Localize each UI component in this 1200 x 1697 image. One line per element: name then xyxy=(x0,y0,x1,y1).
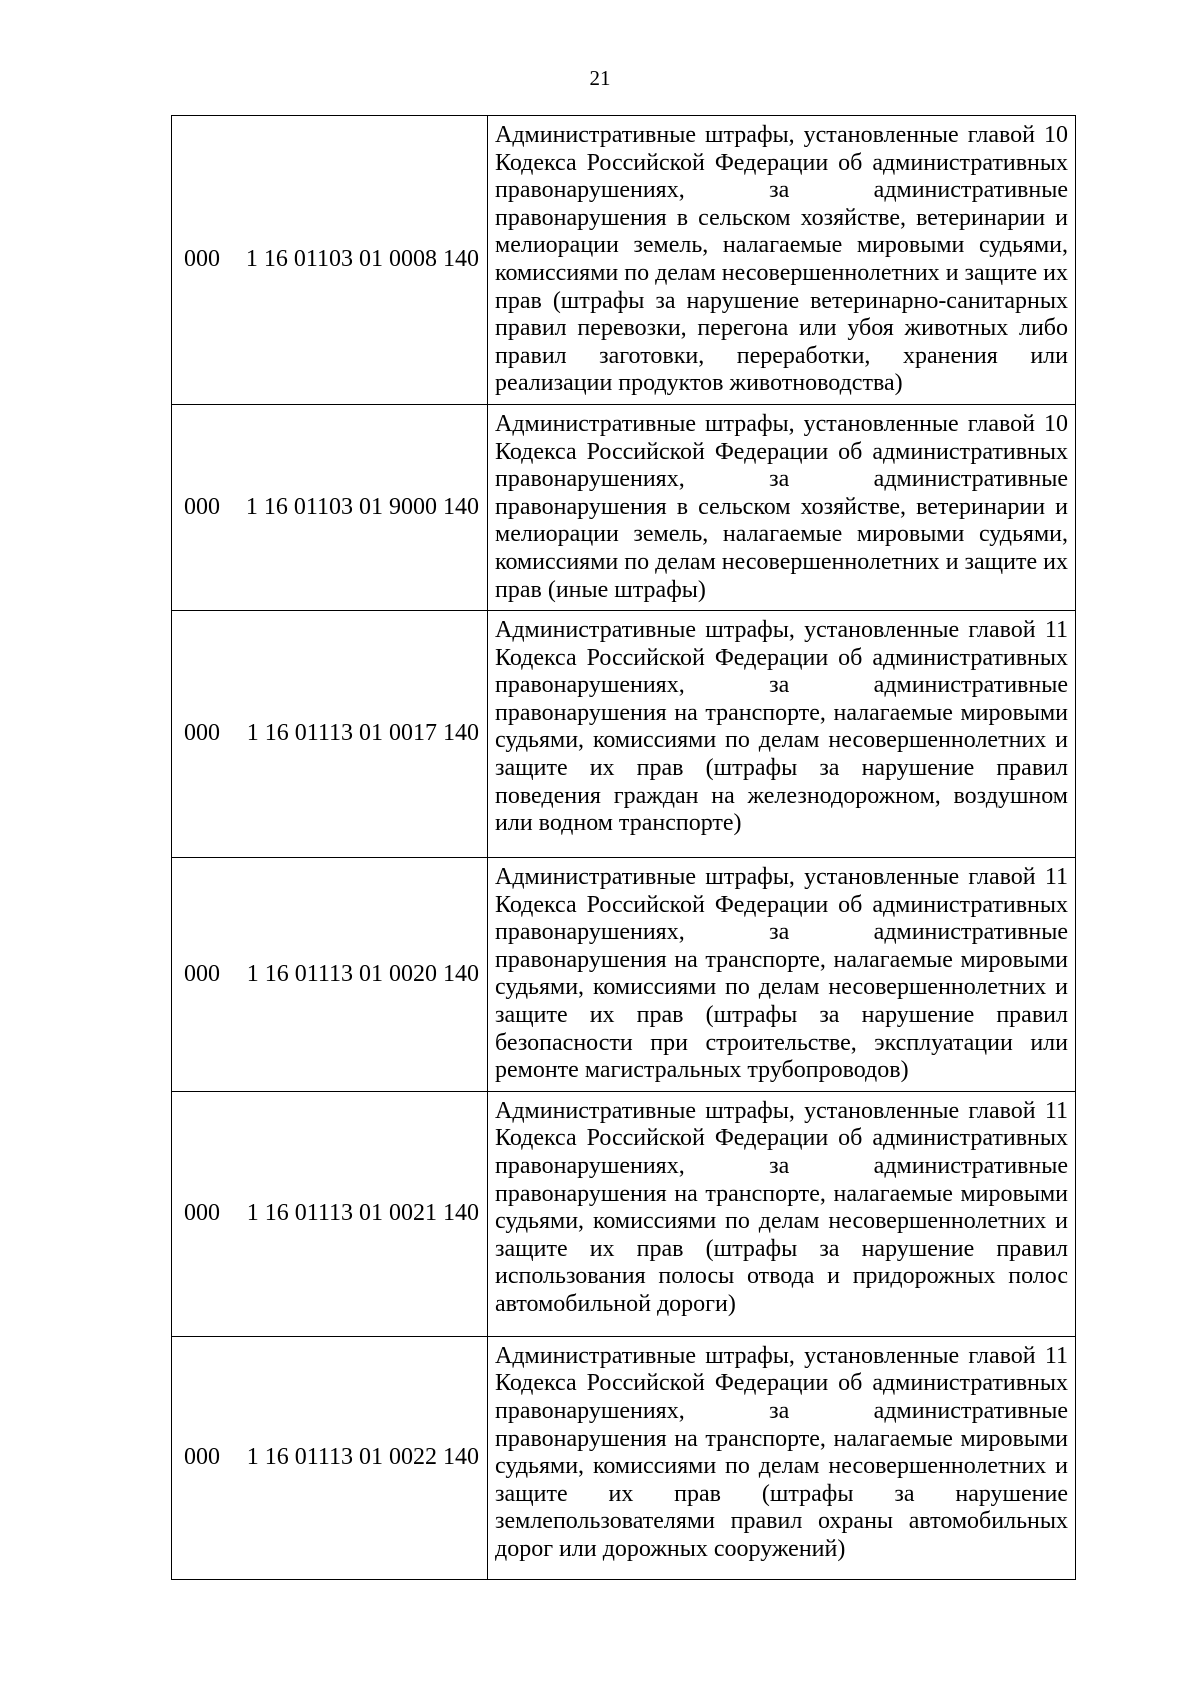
admin-code: 000 xyxy=(184,720,220,747)
admin-code: 000 xyxy=(184,960,220,987)
description-cell xyxy=(488,858,1076,1092)
description-text: Административные штрафы, установленные главой 10 Кодекса Российской Федерации об административных правонарушениях, за административные правонарушения в сельском хозяйстве, ветеринарии и мелиорации земель, налагаемые мировыми судьями, комиссиями по делам несовершеннолетних и защите их прав (иные штрафы) xyxy=(495,410,1068,603)
description-text: Административные штрафы, установленные главой 10 Кодекса Российской Федерации об административных правонарушениях, за административные правонарушения в сельском хозяйстве, ветеринарии и мелиорации земель, налагаемые мировыми судьями, комиссиями по делам несовершеннолетних и защите их прав (штрафы за нарушение ветеринарно-санитарных правил перевозки, перегона или убоя животных либо правил заготовки, переработки, хранения или реализации продуктов животноводства) xyxy=(495,122,1068,397)
code-cell xyxy=(172,1091,488,1336)
code-cell xyxy=(172,1336,488,1579)
description-cell xyxy=(488,1091,1076,1336)
description-cell xyxy=(488,611,1076,858)
table-row xyxy=(172,1091,1076,1336)
table-row xyxy=(172,404,1076,610)
code-cell xyxy=(172,858,488,1092)
admin-code: 000 xyxy=(184,246,220,273)
description-cell xyxy=(488,116,1076,405)
kbk-code: 1 16 01103 01 9000 140 xyxy=(245,493,479,520)
table-row xyxy=(172,1336,1076,1579)
kbk-table xyxy=(171,115,1076,1580)
kbk-code: 1 16 01103 01 0008 140 xyxy=(245,246,479,273)
kbk-code: 1 16 01113 01 0022 140 xyxy=(246,1444,479,1471)
description-text: Административные штрафы, установленные главой 11 Кодекса Российской Федерации об административных правонарушениях, за административные правонарушения на транспорте, налагаемые мировыми судьями, комиссиями по делам несовершеннолетних и защите их прав (штрафы за нарушение правил безопасности при строительстве, эксплуатации или ремонте магистральных трубопроводов) xyxy=(495,864,1068,1084)
description-cell xyxy=(488,1336,1076,1579)
description-text: Административные штрафы, установленные главой 11 Кодекса Российской Федерации об административных правонарушениях, за административные правонарушения на транспорте, налагаемые мировыми судьями, комиссиями по делам несовершеннолетних и защите их прав (штрафы за нарушение правил поведения граждан на железнодорожном, воздушном или водном транспорте) xyxy=(495,617,1068,837)
admin-code: 000 xyxy=(184,1200,220,1227)
code-cell xyxy=(172,611,488,858)
description-text: Административные штрафы, установленные главой 11 Кодекса Российской Федерации об административных правонарушениях, за административные правонарушения на транспорте, налагаемые мировыми судьями, комиссиями по делам несовершеннолетних и защите их прав (штрафы за нарушение правил использования полосы отвода и придорожных полос автомобильной дороги) xyxy=(495,1097,1068,1317)
kbk-code: 1 16 01113 01 0017 140 xyxy=(246,720,479,747)
kbk-code: 1 16 01113 01 0021 140 xyxy=(246,1200,479,1227)
table-row xyxy=(172,611,1076,858)
table-row xyxy=(172,116,1076,405)
admin-code: 000 xyxy=(184,1444,220,1471)
code-cell xyxy=(172,116,488,405)
description-text: Административные штрафы, установленные главой 11 Кодекса Российской Федерации об административных правонарушениях, за административные правонарушения на транспорте, налагаемые мировыми судьями, комиссиями по делам несовершеннолетних и защите их прав (штрафы за нарушение землепользователями правил охраны автомобильных дорог или дорожных сооружений) xyxy=(495,1342,1068,1562)
page-number: 21 xyxy=(589,66,611,90)
admin-code: 000 xyxy=(184,493,220,520)
code-cell xyxy=(172,404,488,610)
kbk-code: 1 16 01113 01 0020 140 xyxy=(246,960,479,987)
table-row xyxy=(172,858,1076,1092)
description-cell xyxy=(488,404,1076,610)
